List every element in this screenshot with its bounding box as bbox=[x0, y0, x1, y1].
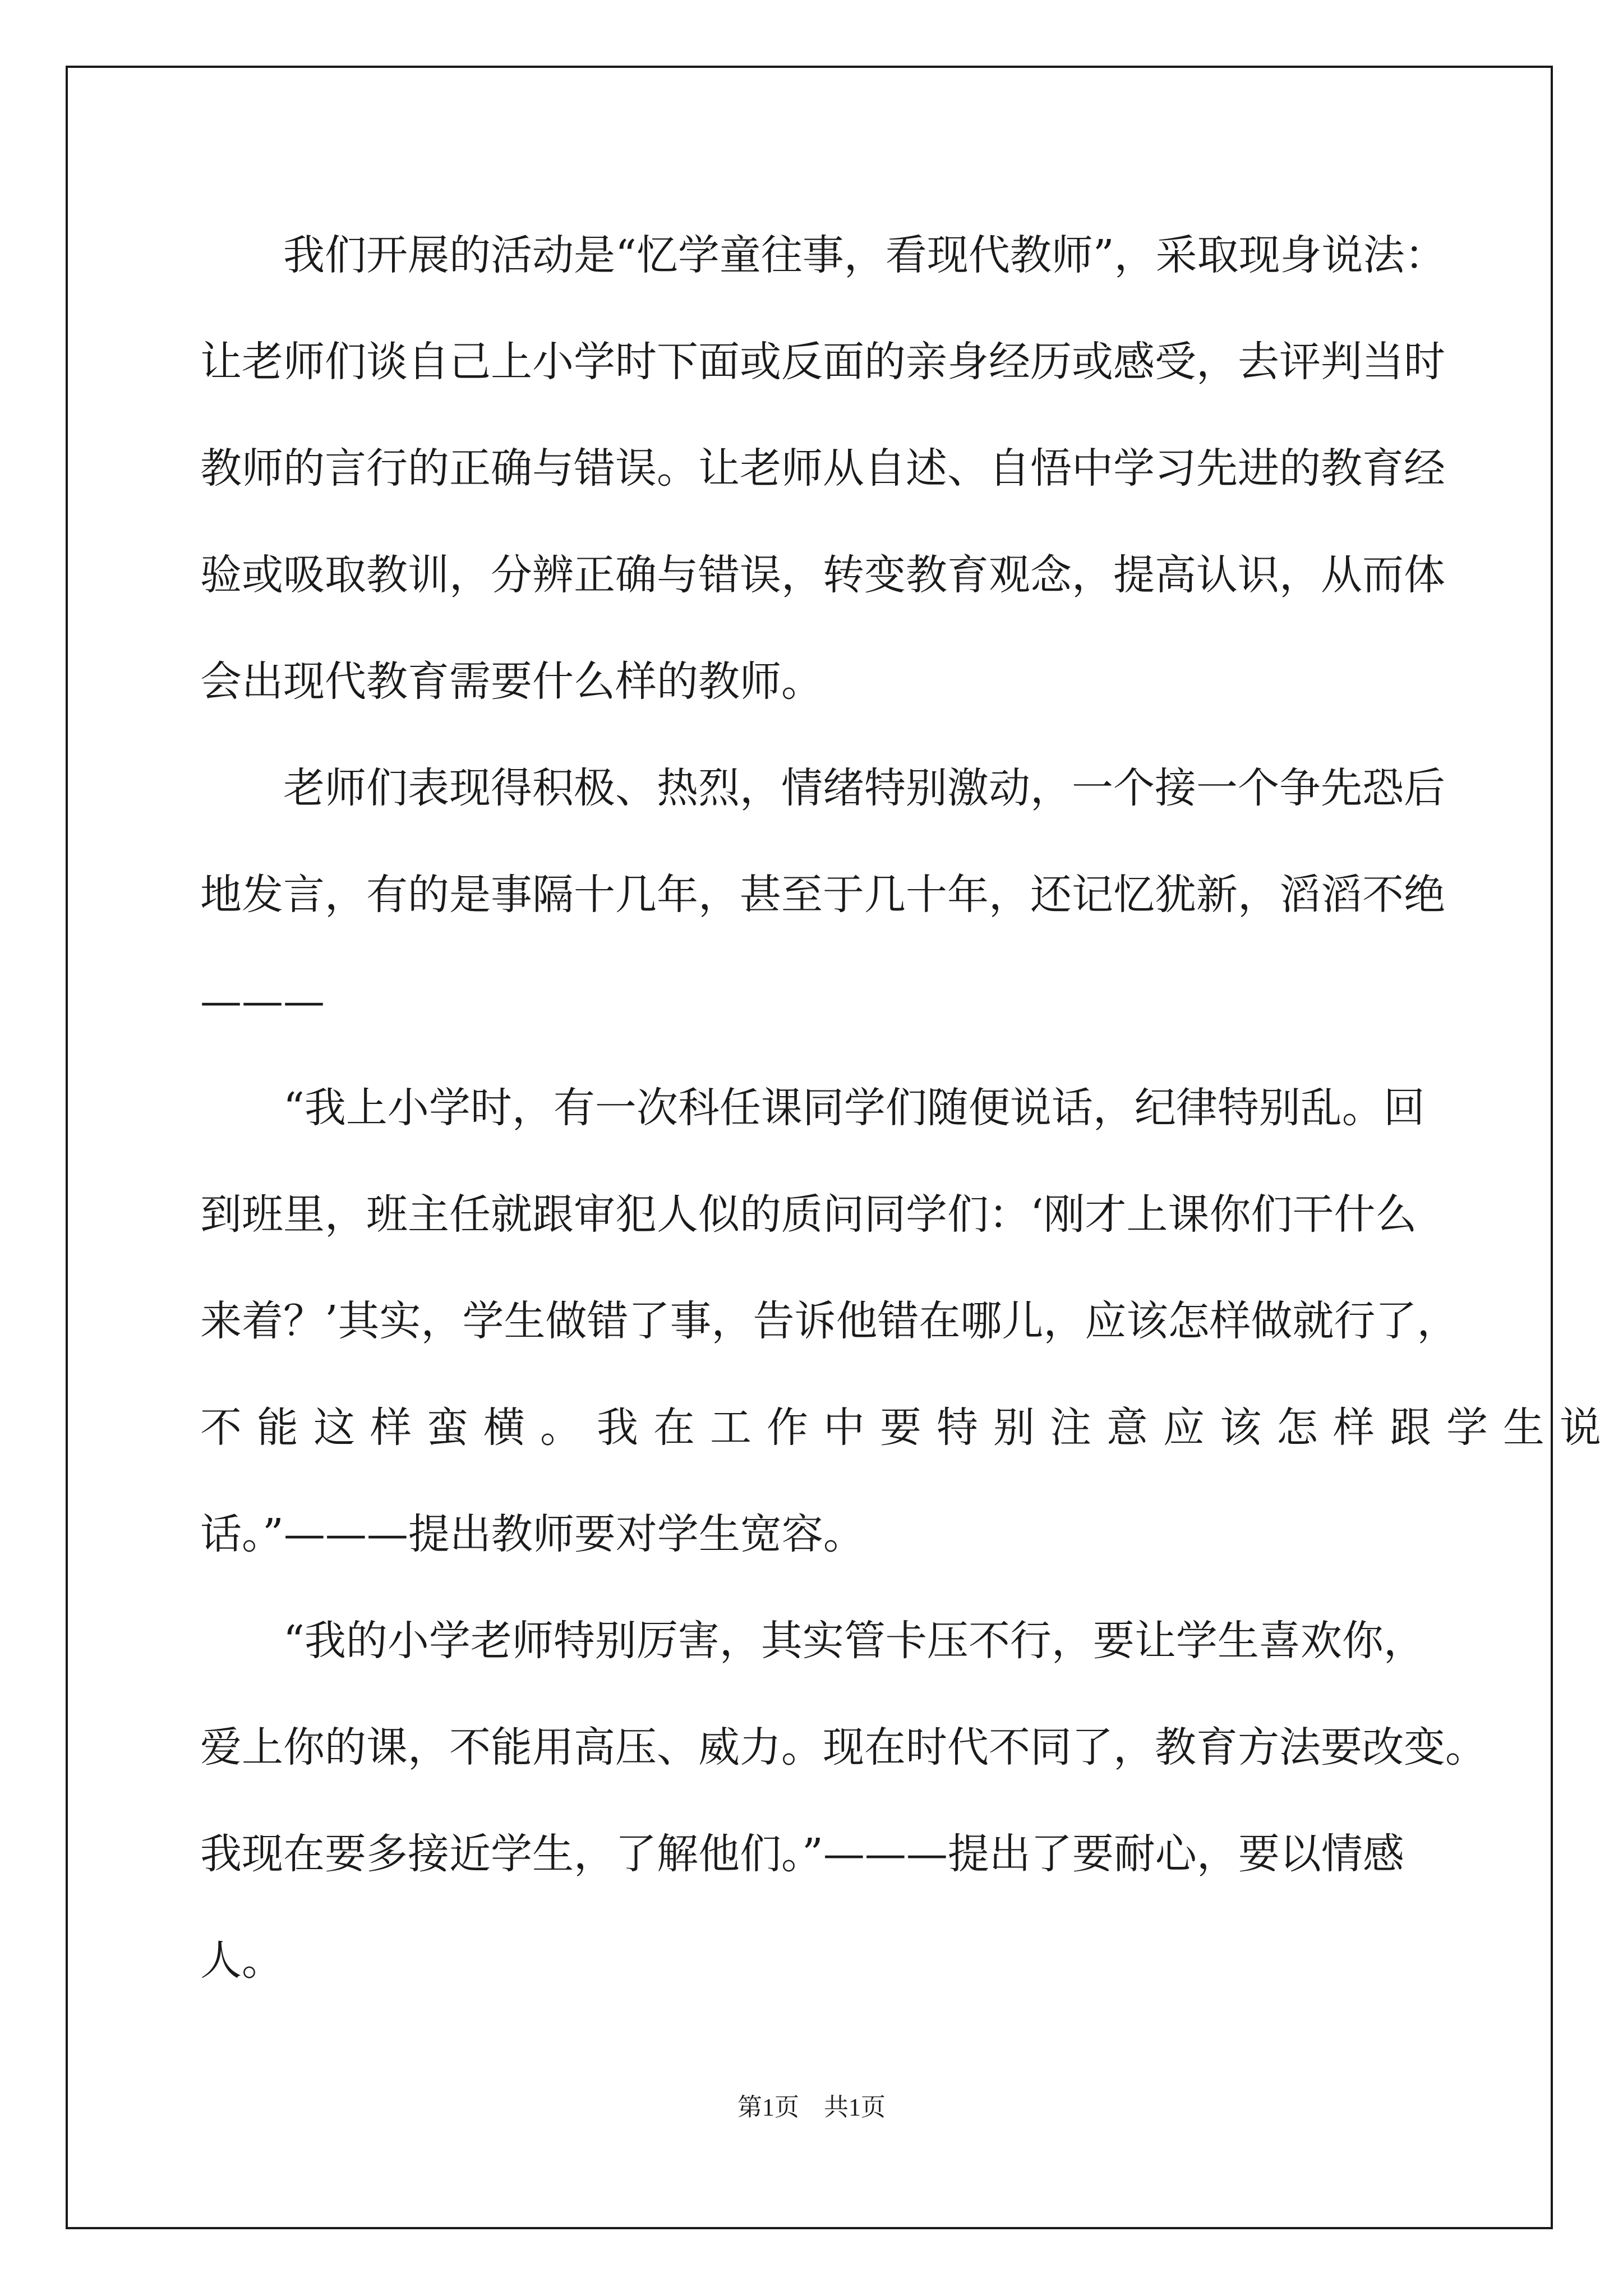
paragraph-line: 到班里，班主任就跟审犯人似的质问同学们：‘刚才上课你们干什么 bbox=[200, 1190, 1417, 1239]
paragraph-line: 会出现代教育需要什么样的教师。 bbox=[200, 657, 823, 706]
paragraph-line: 教师的言行的正确与错误。让老师从自述、自悟中学习先进的教育经 bbox=[200, 444, 1445, 493]
document-body bbox=[200, 202, 1616, 2014]
paragraph-line: 不能这样蛮横。我在工作中要特别注意应该怎样跟学生说 bbox=[200, 1404, 1616, 1452]
paragraph-3 bbox=[200, 1055, 1616, 1588]
paragraph-line: “我的小学老师特别厉害，其实管卡压不行，要让学生喜欢你， bbox=[283, 1617, 1425, 1665]
page-number-label: 第1页 共1页 bbox=[737, 2093, 886, 2121]
paragraph-line: 我们开展的活动是“忆学童往事，看现代教师”，采取现身说法： bbox=[283, 231, 1446, 279]
paragraph-4 bbox=[200, 1588, 1487, 2014]
paragraph-line: 话。”———提出教师要对学生宽容。 bbox=[200, 1510, 865, 1558]
paragraph-line: 地发言，有的是事隔十几年，甚至于几十年，还记忆犹新，滔滔不绝 bbox=[200, 871, 1445, 919]
paragraph-line: ——— bbox=[200, 977, 325, 1025]
paragraph-line: 让老师们谈自己上小学时下面或反面的亲身经历或感受，去评判当时 bbox=[200, 338, 1445, 386]
paragraph-line: 人。 bbox=[200, 1936, 283, 1985]
paragraph-line: 爱上你的课，不能用高压、威力。现在时代不同了，教育方法要改变。 bbox=[200, 1723, 1487, 1772]
paragraph-line: 老师们表现得积极、热烈，情绪特别激动，一个接一个争先恐后 bbox=[283, 764, 1445, 812]
paragraph-line: 我现在要多接近学生，了解他们。”———提出了要耐心，要以情感 bbox=[200, 1830, 1404, 1878]
page-footer bbox=[0, 2087, 1623, 2123]
paragraph-line: “我上小学时，有一次科任课同学们随便说话，纪律特别乱。回 bbox=[283, 1084, 1425, 1132]
paragraph-line: 验或吸取教训，分辨正确与错误，转变教育观念，提高认识，从而体 bbox=[200, 551, 1445, 599]
paragraph-2 bbox=[200, 735, 1445, 1055]
paragraph-line: 来着？’其实，学生做错了事，告诉他错在哪儿，应该怎样做就行了， bbox=[200, 1297, 1459, 1345]
paragraph-1 bbox=[200, 202, 1446, 735]
